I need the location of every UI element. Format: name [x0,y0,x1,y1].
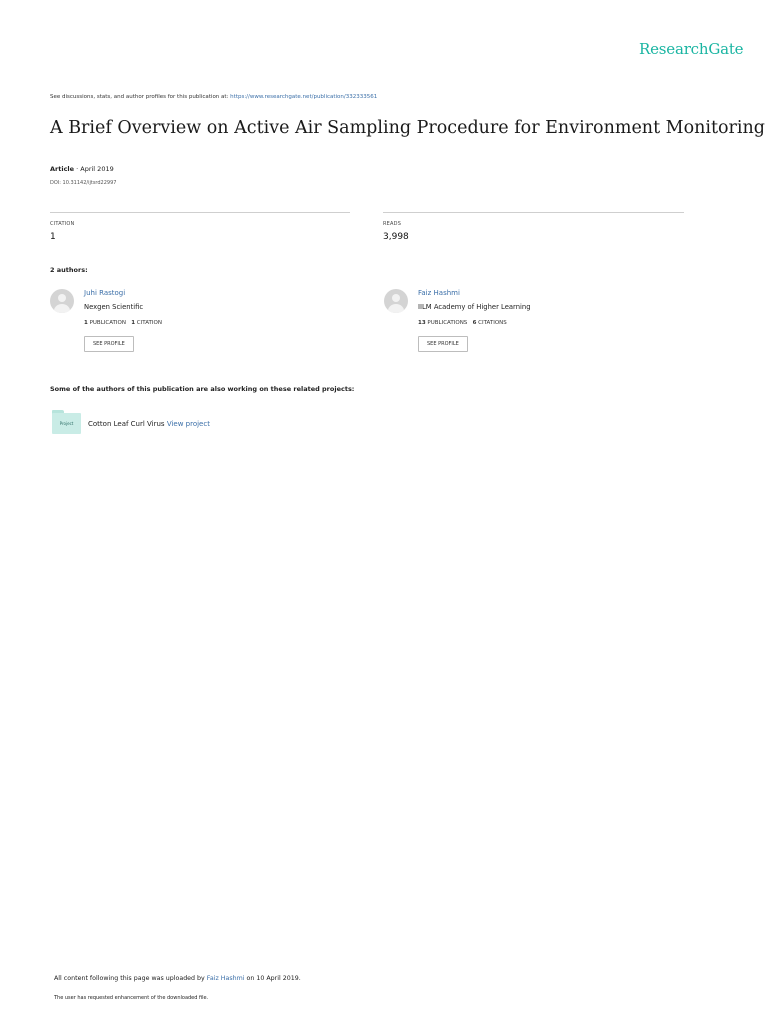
publication-type: Article [50,165,75,173]
publication-url-link[interactable]: https://www.researchgate.net/publication/332333561 [230,94,378,100]
publications-count: 13 [418,320,426,326]
related-projects-heading: Some of the authors of this publication are also working on these related projects: [50,385,355,393]
author-institution: IILM Academy of Higher Learning [418,303,531,311]
citations-value: 1 [50,232,56,242]
citations-count: 1 [131,320,136,326]
publications-count: 1 [84,320,88,326]
author-institution: Nexgen Scientific [84,303,144,311]
avatar[interactable] [384,289,408,313]
citations-label: CITATION [50,221,75,227]
publication-meta [50,165,114,173]
publications-label: PUBLICATIONS [425,320,468,326]
authors-heading: 2 authors: [50,266,88,274]
see-profile-button[interactable]: SEE PROFILE [418,336,468,352]
researchgate-logo[interactable]: ResearchGate [639,40,744,58]
project-item [88,420,210,428]
citations-count-label: CITATIONS [476,320,507,326]
author-counts [418,320,507,326]
source-note [50,94,377,100]
project-folder-icon[interactable] [52,410,81,434]
upload-suffix: on 10 April 2019. [244,975,301,982]
avatar-head-icon [58,294,66,302]
folder-label: Project [59,421,74,426]
citations-count: 6 [472,320,477,326]
divider-left [50,212,350,213]
divider-right [383,212,684,213]
publications-label: PUBLICATION [87,320,126,326]
avatar-body-icon [388,304,404,313]
upload-note [54,975,301,982]
view-project-link[interactable]: View project [166,420,210,428]
avatar[interactable] [50,289,74,313]
enhancement-note: The user has requested enhancement of the downloaded file. [54,995,209,1001]
uploader-link[interactable]: Faiz Hashmi [206,975,245,982]
reads-label: READS [383,221,402,227]
avatar-body-icon [54,304,70,313]
citations-count-label: CITATION [135,320,162,326]
author-name-link[interactable]: Faiz Hashmi [418,289,460,297]
author-name-link[interactable]: Juhi Rastogi [84,289,126,297]
doi: DOI: 10.31142/ijtsrd22997 [50,180,117,186]
publication-date: · April 2019 [74,165,114,173]
author-counts [84,320,162,326]
reads-value: 3,998 [383,232,409,242]
see-profile-button[interactable]: SEE PROFILE [84,336,134,352]
source-note-text: See discussions, stats, and author profiles for this publication at: [50,94,231,100]
publication-title: A Brief Overview on Active Air Sampling Procedure for Environment Monitoring [50,118,765,138]
project-name: Cotton Leaf Curl Virus [88,420,167,428]
upload-prefix: All content following this page was uploaded by [54,975,207,982]
avatar-head-icon [392,294,400,302]
